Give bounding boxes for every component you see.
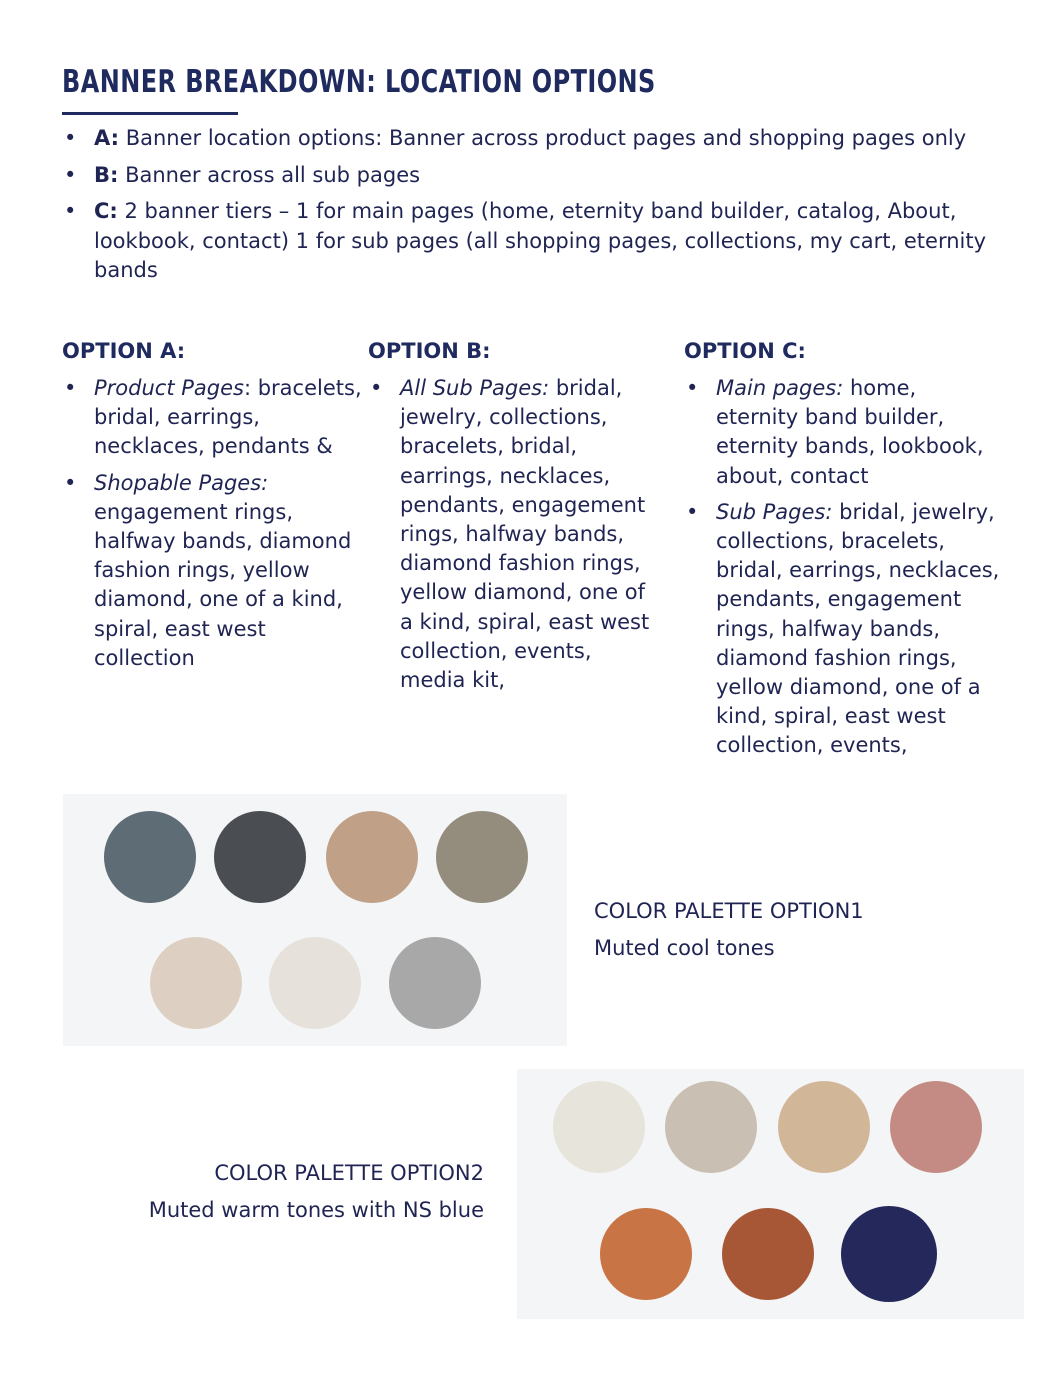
bullet-icon: • <box>64 126 77 150</box>
summary-key: C: <box>94 199 118 223</box>
page-title: BANNER BREAKDOWN: LOCATION OPTIONS <box>62 64 656 100</box>
item-separator: : <box>243 376 252 400</box>
color-swatch <box>150 937 242 1029</box>
color-swatch <box>214 811 306 903</box>
bullet-icon: • <box>370 376 383 400</box>
item-label: All Sub Pages: <box>400 376 550 400</box>
color-swatch <box>436 811 528 903</box>
list-item <box>62 469 362 673</box>
palette-2-caption <box>149 1155 484 1229</box>
color-swatch <box>269 937 361 1029</box>
color-swatch <box>326 811 418 903</box>
item-text: engagement rings, halfway bands, diamond fashion rings, yellow diamond, one of a kind, spiral, east west collection <box>94 499 352 670</box>
list-item <box>62 374 362 462</box>
bullet-icon: • <box>64 199 77 223</box>
summary-list <box>62 124 1002 293</box>
item-text: home, eternity band builder, eternity bands, lookbook, about, contact <box>716 376 984 488</box>
item-label: Product Pages <box>94 376 244 400</box>
option-c-column <box>684 336 1004 768</box>
bullet-icon: • <box>686 499 699 524</box>
option-list <box>62 374 362 673</box>
palette-description: Muted cool tones <box>594 936 775 960</box>
item-text: bracelets, bridal, earrings, necklaces, pendants & <box>94 376 362 459</box>
bullet-icon: • <box>686 376 699 400</box>
color-swatch <box>778 1081 870 1173</box>
item-text: bridal, jewelry, collections, bracelets, bridal, earrings, necklaces, pendants, engagement rings, halfway bands, diamond fashion rings, yellow diamond, one of a kind, spiral, east west collection, events, <box>716 499 1000 758</box>
summary-text: Banner across all sub pages <box>118 162 421 187</box>
summary-key: B: <box>94 162 119 187</box>
summary-key: A: <box>94 126 120 150</box>
list-item <box>368 374 658 695</box>
color-palette-1 <box>63 794 567 1046</box>
option-list <box>368 374 658 695</box>
color-swatch <box>722 1208 814 1300</box>
option-a-column <box>62 336 362 680</box>
bullet-icon: • <box>64 162 77 187</box>
item-label: Main pages: <box>716 376 844 400</box>
item-text: bridal, jewelry, collections, bracelets, bridal, earrings, necklaces, pendants, engagement rings, halfway bands, diamond fashion rings, yellow diamond, one of a kind, spiral, east west collection, events, media kit, <box>400 376 650 693</box>
summary-text: 2 banner tiers – 1 for main pages (home, eternity band builder, catalog, About, lookbook, contact) 1 for sub pages (all shopping pages, collections, my cart, eternity bands <box>94 199 987 282</box>
option-b-column <box>368 336 658 702</box>
color-palette-2 <box>517 1069 1024 1319</box>
palette-name: COLOR PALETTE OPTION1 <box>594 899 864 923</box>
color-swatch <box>553 1081 645 1173</box>
summary-text: Banner location options: Banner across product pages and shopping pages only <box>119 126 967 150</box>
color-swatch <box>665 1081 757 1173</box>
summary-item-c <box>62 197 1002 286</box>
summary-item-b <box>62 161 1002 191</box>
item-label: Shopable Pages: <box>94 470 269 495</box>
item-label: Sub Pages: <box>716 499 833 524</box>
list-item <box>684 498 1004 761</box>
option-heading: OPTION B: <box>368 339 491 363</box>
title-underline <box>62 112 238 115</box>
option-heading: OPTION A: <box>62 339 186 363</box>
list-item <box>684 374 1004 491</box>
color-swatch <box>890 1081 982 1173</box>
palette-description: Muted warm tones with NS blue <box>148 1198 484 1222</box>
color-swatch <box>841 1206 937 1302</box>
bullet-icon: • <box>64 376 77 400</box>
color-swatch <box>104 811 196 903</box>
option-list <box>684 374 1004 761</box>
color-swatch <box>389 937 481 1029</box>
color-swatch <box>600 1208 692 1300</box>
option-heading: OPTION C: <box>684 339 806 363</box>
bullet-icon: • <box>64 470 77 495</box>
summary-item-a <box>62 124 1002 154</box>
palette-name: COLOR PALETTE OPTION2 <box>214 1161 484 1185</box>
palette-1-caption <box>594 893 864 967</box>
